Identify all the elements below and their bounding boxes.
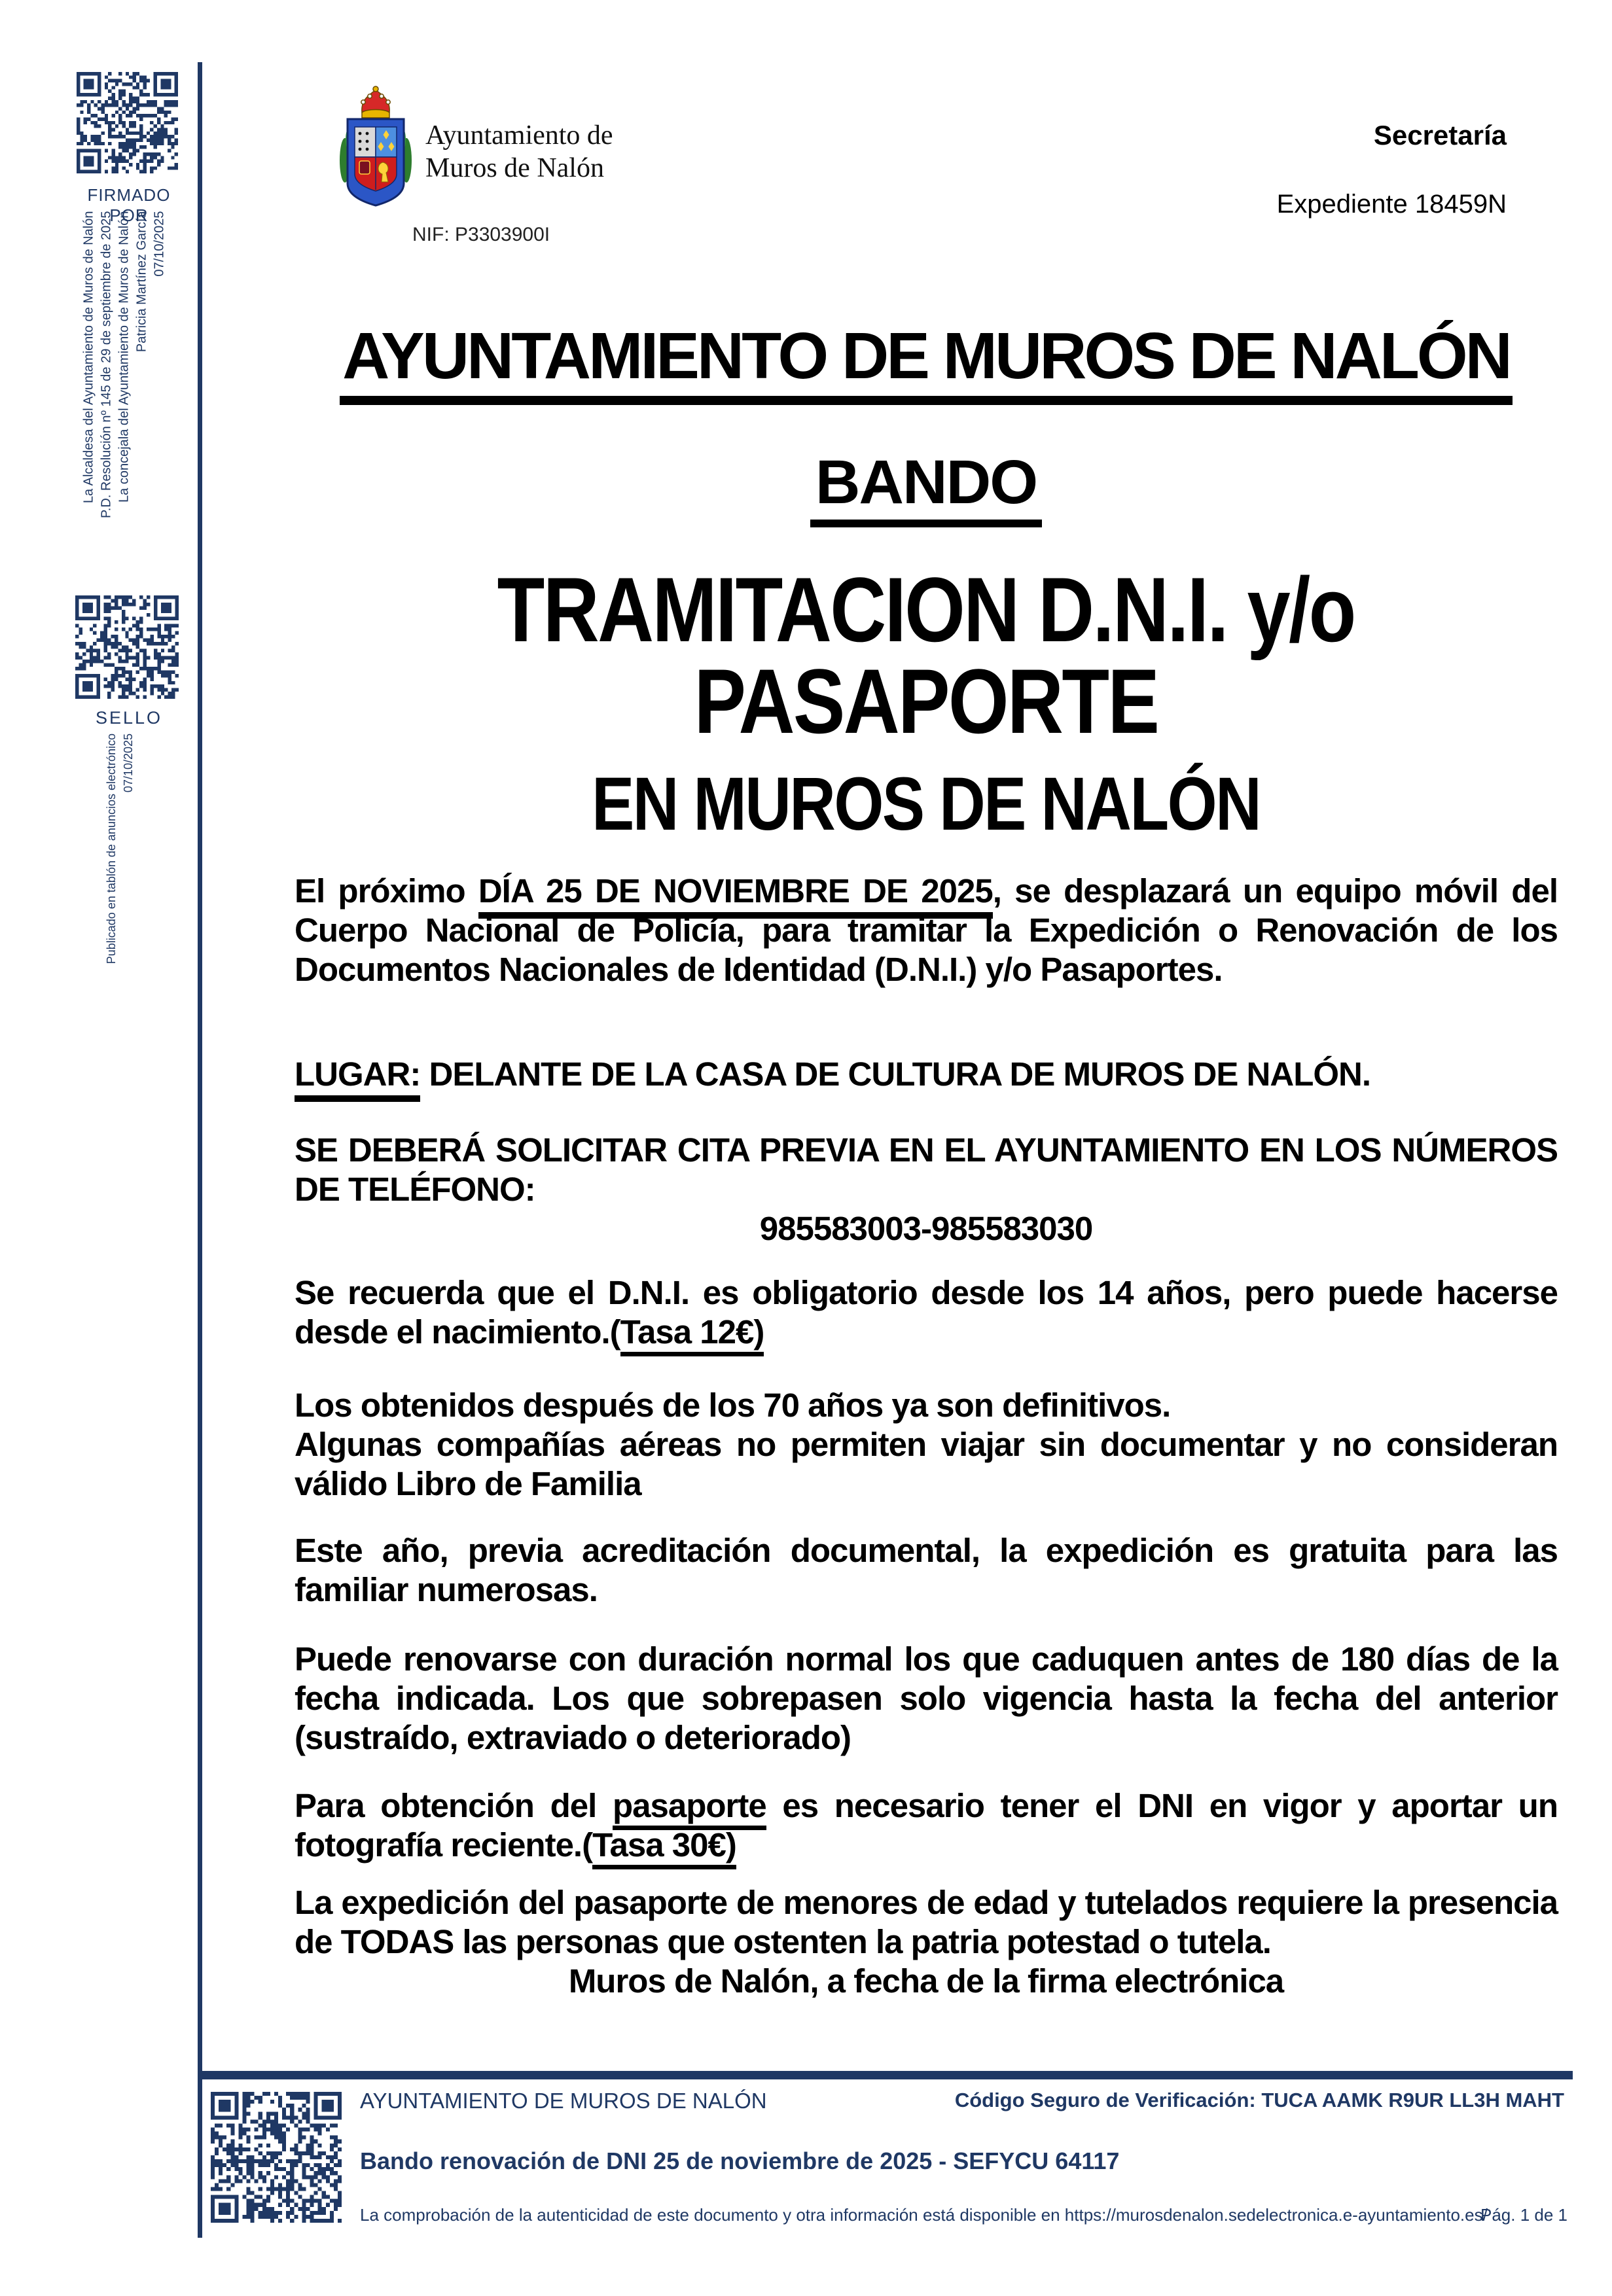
inner-shield <box>359 161 370 174</box>
paragraph-recuerda: Se recuerda que el D.N.I. es obligatorio desde los 14 años, pero puede hacerse desde el nacimiento.(Tasa 12€) <box>295 1273 1558 1352</box>
tasa-30-highlight: Tasa 30€) <box>592 1826 736 1869</box>
firmado-por-label: FIRMADO POR <box>87 185 171 225</box>
pasaporte-highlight: pasaporte <box>613 1787 766 1830</box>
vertical-text-line: La Alcaldesa del Ayuntamiento de Muros de Nalón <box>81 211 96 504</box>
org-name-line1: Ayuntamiento de <box>425 120 613 150</box>
date-highlight: DÍA 25 DE NOVIEMBRE DE 2025 <box>478 872 993 919</box>
vertical-text-line: La concejala del Ayuntamiento de Muros de Nalón <box>116 211 132 503</box>
paragraph-companias: Algunas compañías aéreas no permiten viajar sin documentar y no consideran válido Libro de Familia <box>295 1426 1558 1502</box>
vertical-text-line: P.D. Resolución nº 145 de 29 de septiembre de 2025 <box>99 211 114 518</box>
paragraph-announcement: El próximo DÍA 25 DE NOVIEMBRE DE 2025, se desplazará un equipo móvil del Cuerpo Nacional de Policía, para tramitar la Expedición o Renovación de los Documentos Nacionales de Identidad (D.N.I.) y/o Pasaportes. <box>295 872 1558 988</box>
sello-label: SELLO <box>95 708 163 728</box>
paragraph-definitivos: Los obtenidos después de los 70 años ya son definitivos. <box>295 1386 1171 1424</box>
footer-divider-line <box>198 2071 1573 2079</box>
publication-info-vertical-text <box>103 733 142 972</box>
vertical-text-line: Patricia Martínez García <box>134 211 149 353</box>
nif-label: NIF: P3303900I <box>412 224 550 245</box>
paragraph-pasaporte: Para obtención del pasaporte es necesario tener el DNI en vigor y aportar un fotografía reciente.(Tasa 30€) <box>295 1786 1558 1865</box>
big-title-line3: EN MUROS DE NALÓN <box>592 762 1261 846</box>
paragraph-cita-previa: SE DEBERÁ SOLICITAR CITA PREVIA EN EL AYUNTAMIENTO EN LOS NÚMEROS DE TELÉFONO: <box>295 1131 1558 1208</box>
tasa-12-highlight: Tasa 12€) <box>620 1313 764 1356</box>
org-name-line2: Muros de Nalón <box>425 153 604 183</box>
signature-info-vertical-text <box>81 211 169 597</box>
qr-code-footer <box>211 2092 342 2223</box>
vertical-text-line: 07/10/2025 <box>122 733 135 793</box>
footer-verification-note: La comprobación de la autenticidad de este documento y otra información está disponible en https://murosdenalon.sedelectronica.e-ayuntamiento.es/ <box>360 2205 1488 2225</box>
phone-numbers: 985583003-985583030 <box>759 1210 1093 1247</box>
expediente-label: Expediente 18459N <box>1276 190 1507 219</box>
paragraph-este-ano: Este año, previa acreditación documental, la expedición es gratuita para las familiar numerosas. <box>295 1532 1558 1608</box>
paragraph-menores: La expedición del pasaporte de menores de edad y tutelados requiere la presencia de TODAS las personas que ostenten la patria potestad o tutela. <box>295 1884 1558 1960</box>
big-title-line1: TRAMITACION D.N.I. y/o <box>497 558 1355 661</box>
footer-verification-code: Código Seguro de Verificación: TUCA AAMK R9UR LL3H MAHT <box>954 2089 1564 2111</box>
big-title-line2: PASAPORTE <box>694 650 1158 752</box>
footer-org-name: AYUNTAMIENTO DE MUROS DE NALÓN <box>360 2089 767 2113</box>
vertical-text-line: Publicado en tablón de anuncios electrónico <box>105 733 118 964</box>
coat-of-arms-logo <box>340 85 412 216</box>
main-title: AYUNTAMIENTO DE MUROS DE NALÓN <box>295 322 1558 405</box>
paragraph-lugar: LUGAR: DELANTE DE LA CASA DE CULTURA DE MUROS DE NALÓN. <box>295 1055 1558 1094</box>
page-number: Pág. 1 de 1 <box>1480 2205 1567 2225</box>
footer-document-title: Bando renovación de DNI 25 de noviembre de 2025 - SEFYCU 64117 <box>360 2147 1120 2174</box>
signature-place-line: Muros de Nalón, a fecha de la firma electrónica <box>568 1962 1284 2000</box>
org-name <box>425 119 726 185</box>
vertical-text-line: 07/10/2025 <box>152 211 167 277</box>
crown-icon <box>361 86 390 118</box>
shield-quarters <box>355 127 397 191</box>
paragraph-renovarse: Puede renovarse con duración normal los que caduquen antes de 180 días de la fecha indicada. Los que sobrepasen solo vigencia hasta la fecha del anterior (sustraído, extraviado o deteriorado) <box>295 1640 1558 1756</box>
qr-code-firmado <box>77 72 178 173</box>
department-label: Secretaría <box>1373 120 1507 150</box>
qr-code-sello <box>75 595 179 699</box>
bando-title: BANDO <box>295 450 1558 527</box>
lugar-label: LUGAR: <box>295 1055 420 1102</box>
sidebar-divider-line <box>198 62 202 2238</box>
